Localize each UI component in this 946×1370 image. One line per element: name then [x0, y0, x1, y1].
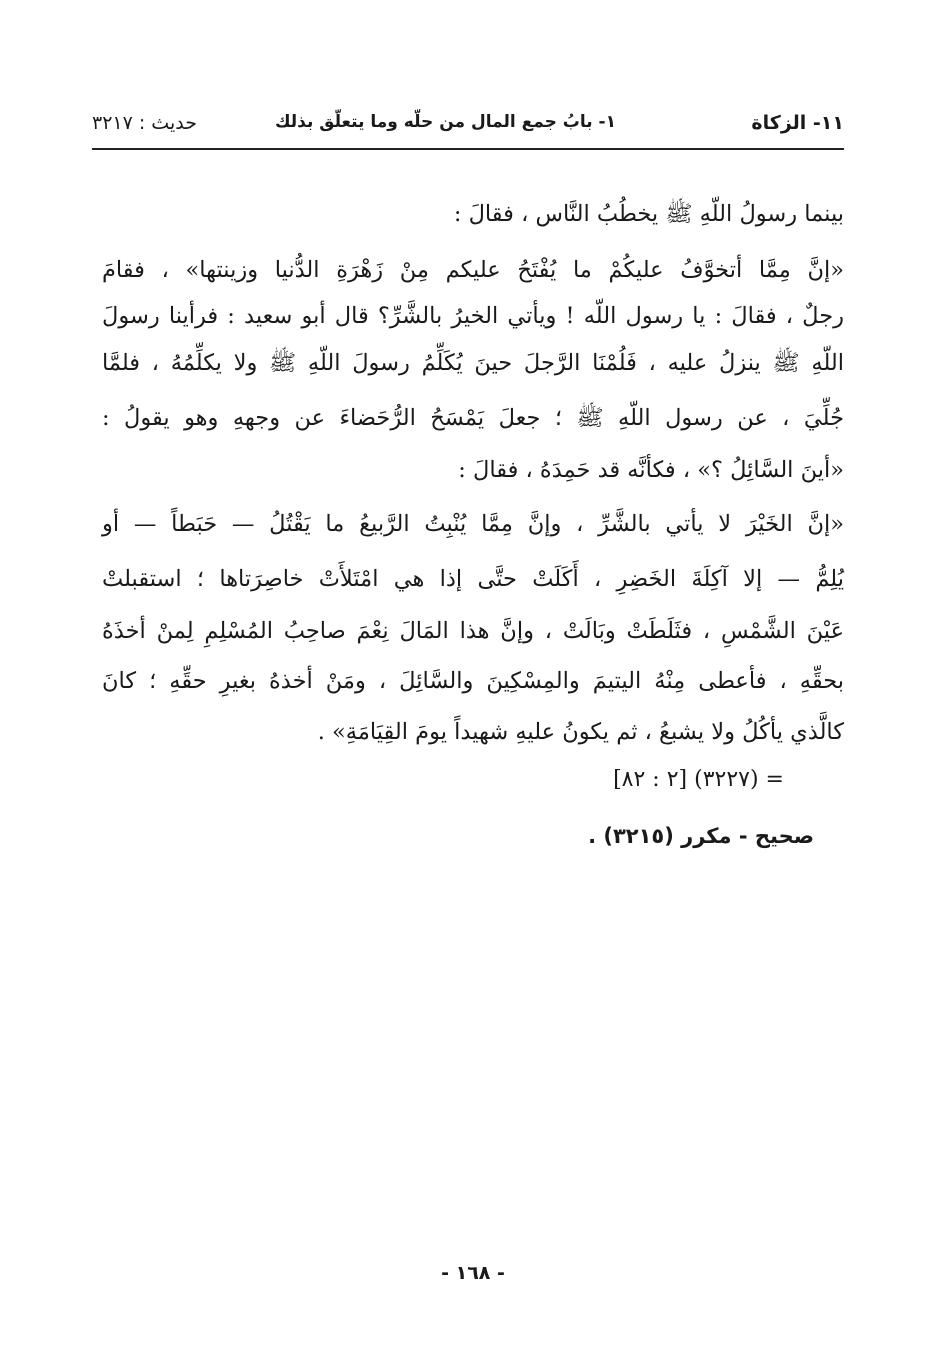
text-line: يُلِمُّ — إلا آكِلَةَ الخَضِرِ ، أَكَلَتْ حتَّى إذا هي امْتَلأَتْ خاصِرَتاها ؛ استقبلتْ: [102, 566, 844, 592]
running-header: [92, 112, 844, 148]
text-line: «إنَّ الخَيْرَ لا يأتي بالشَّرِّ ، وإنَّ مِمَّا يُنْبِتُ الرَّبيعُ ما يَقْتُلُ — حَبَطاً — أو: [102, 511, 845, 537]
text-line: «إنَّ مِمَّا أتخوَّفُ عليكُمْ ما يُفْتَحُ عليكم مِنْ زَهْرَةِ الدُّنيا وزينتها» ، فقامَ: [102, 257, 844, 283]
source-reference: = (٣٢٢٧) [٢ : ٨٢]: [613, 767, 784, 792]
text-line: اللّهِ ﷺ ينزلُ عليه ، فَلُمْنَا الرَّجلَ حينَ يُكَلِّمُ رسولَ اللّهِ ﷺ ولا يكلِّمُهُ ، فلمَّا: [102, 350, 844, 376]
text-line: رجلٌ ، فقالَ : يا رسول اللّه ! ويأتي الخيرُ بالشَّرِّ؟ قال أبو سعيد : فرأينا رسولَ: [102, 303, 844, 329]
section-title: ١- بابُ جمع المال من حلّه وما يتعلّق بذلك: [274, 112, 616, 132]
text-line: جُلِّيَ ، عن رسول اللّهِ ﷺ ؛ جعلَ يَمْسَحُ الرُّحَضاءَ عن وجههِ وهو يقولُ :: [102, 405, 844, 431]
text-line: كالَّذي يأكُلُ ولا يشبعُ ، ثم يكونُ عليهِ شهيداً يومَ القِيَامَةِ» .: [317, 719, 844, 745]
page-number: - ١٦٨ -: [441, 1262, 505, 1284]
chapter-title: ١١- الزكاة: [751, 112, 844, 134]
text-line: عَيْنَ الشَّمْسِ ، فثَلَطَتْ وبَالَتْ ، وإنَّ هذا المَالَ نِعْمَ صاحِبُ المُسْلِمِ لِمنْ أخذَهُ: [102, 618, 844, 644]
hadith-grade: صحيح - مكرر (٣٢١٥) .: [588, 824, 814, 848]
text-line: بحقِّهِ ، فأعطى مِنْهُ اليتيمَ والمِسْكِينَ والسَّائِلَ ، ومَنْ أخذهُ بغيرِ حقِّهِ ؛ كانَ: [102, 668, 844, 694]
hadith-number: حديث : ٣٢١٧: [92, 112, 197, 134]
header-divider: [92, 148, 844, 150]
text-line: «أينَ السَّائِلُ ؟» ، فكأنَّه قد حَمِدَهُ ، فقالَ :: [458, 457, 844, 483]
text-line: بينما رسولُ اللّهِ ﷺ يخطُبُ النَّاس ، فقالَ :: [453, 201, 844, 227]
